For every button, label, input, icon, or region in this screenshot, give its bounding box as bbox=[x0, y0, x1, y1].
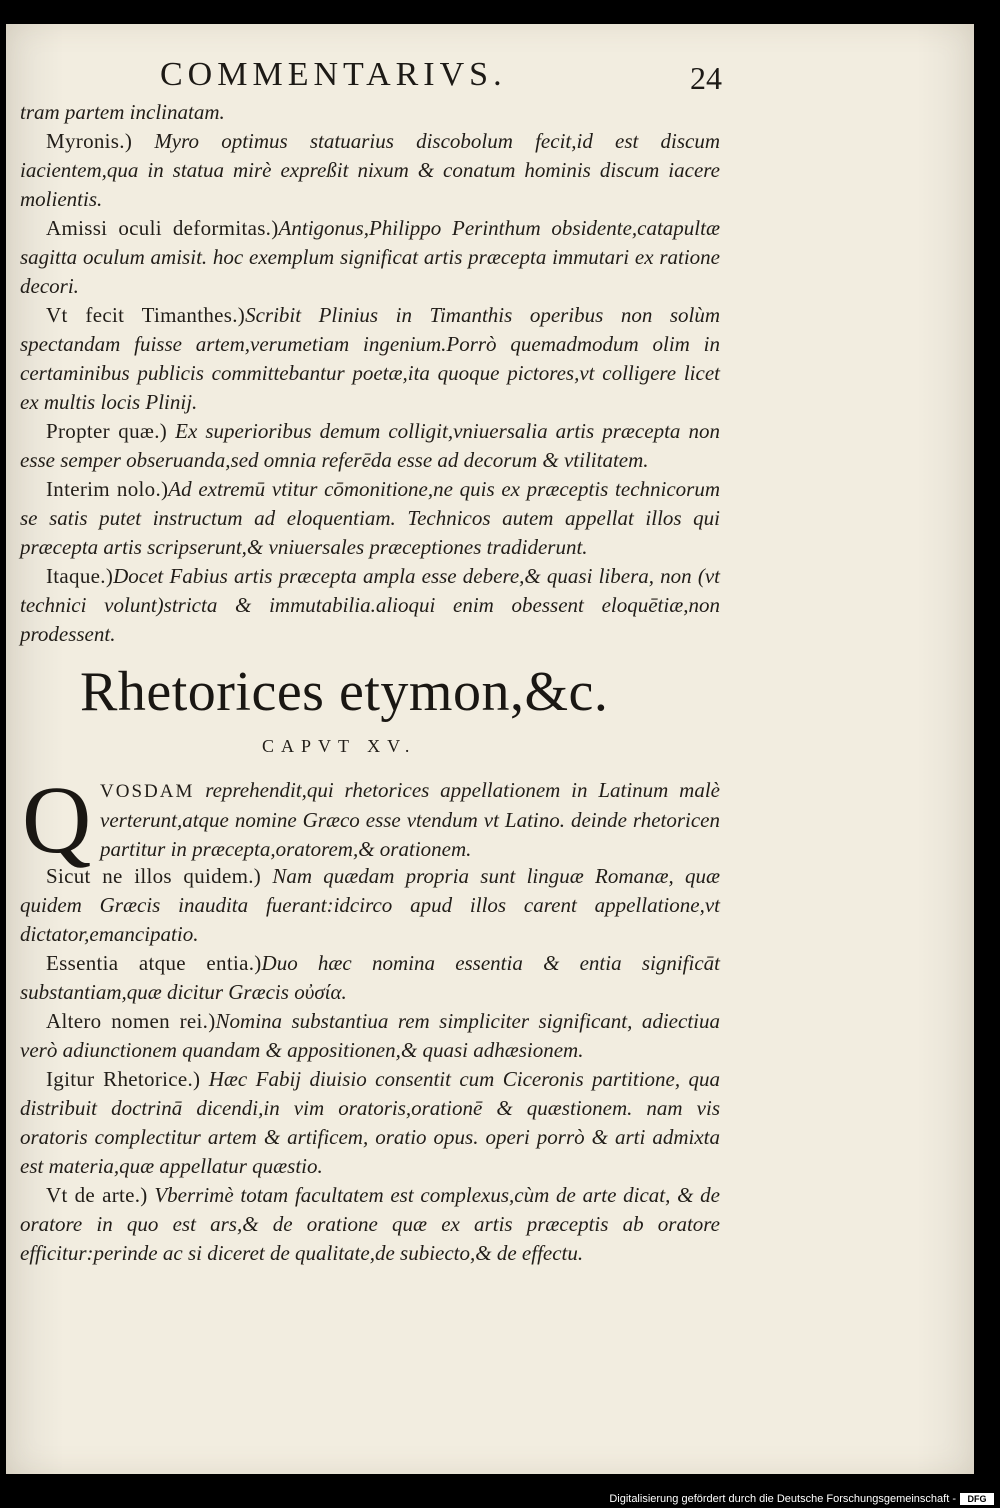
chapter-opening bbox=[100, 776, 720, 864]
commentary-paragraph: Vt fecit Timanthes.)Scribit Plinius in Timanthis operibus non solùm spectandam fuisse artem,verumetiam ingenium.Porrò quemadmodum olim in certaminibus publicis committebantur poetæ,ita quoque pictores,vt colligere licet ex multis locis Plinij. bbox=[20, 303, 720, 414]
commentary-paragraph: Propter quæ.) Ex superioribus demum colligit,vniuersalia artis præcepta non esse semper obseruanda,sed omnia referēda esse ad decorum & vtilitatem. bbox=[20, 419, 720, 472]
commentary-paragraph: Sicut ne illos quidem.) Nam quædam propria sunt linguæ Romanæ, quæ quidem Græcis inaudita fuerant:idcirco apud illos carent appellatione,vt dictator,emancipatio. bbox=[20, 864, 720, 946]
commentary-paragraph: Igitur Rhetorice.) Hæc Fabij diuisio consentit cum Ciceronis partitione, qua distribuit doctrinā dicendi,in vim oratoris,orationē & quæstionem. nam vis oratoris complectitur artem & artificem, oratio opus. operi porrò & arti admixta est materia,quæ appellatur quæstio. bbox=[20, 1067, 721, 1178]
commentary-paragraph: Essentia atque entia.)Duo hæc nomina essentia & entia significāt substantiam,quæ dicitur Græcis οὐσία. bbox=[20, 951, 720, 1004]
opening-text: reprehendit,qui rhetorices appellationem in Latinum malè verterunt,atque nomine Græco esse vtendum vt Latino. deinde rhetoricen partitur in præcepta,oratorem,& orationem. bbox=[100, 778, 720, 861]
commentary-paragraph: Amissi oculi deformitas.)Antigonus,Philippo Perinthum obsidente,catapultæ sagitta oculum amisit. hoc exemplum significat artis præcepta immutari ex ratione decori. bbox=[20, 216, 720, 298]
commentary-section-2 bbox=[20, 862, 720, 1268]
drop-cap: Q bbox=[22, 766, 92, 873]
commentary-paragraph: Itaque.)Docet Fabius artis præcepta ampla esse debere,& quasi libera, non (vt technici volunt)stricta & immutabilia.alioqui enim obessent eloquētiæ,non prodessent. bbox=[20, 564, 720, 646]
commentary-paragraph: tram partem inclinatam. bbox=[20, 100, 225, 124]
page-number: 24 bbox=[690, 60, 722, 96]
opening-small-caps: VOSDAM bbox=[100, 781, 195, 802]
running-head: COMMENTARIVS. bbox=[160, 56, 507, 93]
digitization-credit: Digitalisierung gefördert durch die Deutsche Forschungsgemeinschaft - bbox=[609, 1493, 956, 1505]
commentary-section-1 bbox=[20, 98, 720, 649]
chapter-heading: Rhetorices etymon,&c. bbox=[80, 661, 609, 723]
commentary-paragraph: Altero nomen rei.)Nomina substantiua rem simpliciter significant, adiectiua verò adiunctionem quandam & appositionen,& quasi adhæsionem. bbox=[20, 1009, 720, 1062]
dfg-logo: DFG bbox=[960, 1493, 994, 1505]
commentary-paragraph: Vt de arte.) Vberrimè totam facultatem est complexus,cùm de arte dicat, & de oratore in quo est ars,& de oratione quæ ex artis præceptis ab oratore efficitur:perinde ac si diceret de qualitate,de subiecto,& de effectu. bbox=[20, 1183, 720, 1265]
chapter-number: CAPVT XV. bbox=[262, 736, 417, 756]
commentary-paragraph: Interim nolo.)Ad extremū vtitur cōmonitione,ne quis ex præceptis technicorum se satis putet instructum ad eloquentiam. Technicos autem appellat illos qui præcepta artis scripserunt,& vniuersales præceptiones tradiderunt. bbox=[20, 477, 721, 559]
commentary-paragraph: Myronis.) Myro optimus statuarius discobolum fecit,id est discum iacientem,qua in statua mirè expreßit nixum & conatum hominis discum iacere molientis. bbox=[20, 129, 720, 211]
